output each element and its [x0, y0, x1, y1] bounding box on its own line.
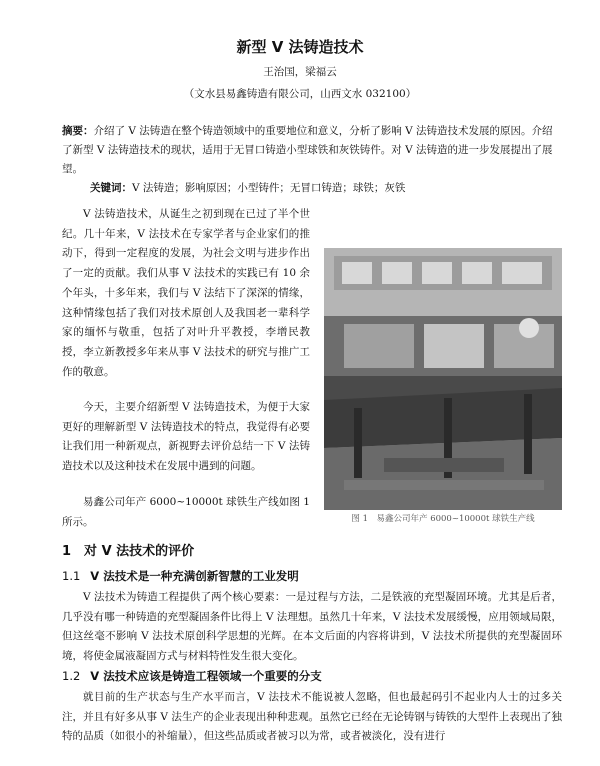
abstract: [62, 122, 562, 179]
figure-caption: 图 1 易鑫公司年产 6000~10000t 球铁生产线: [351, 514, 535, 524]
intro-paragraph-1: V 法铸造技术，从诞生之初到现在已过了半个世纪。几十年来，V 法技术在专家学者与企业家们的推动下，得到一定程度的发展，为社会文明与进步作出了一定的贡献。我们从事 V 法技术的实践已有 10 余个年头，十多年来，我们与 V 法结下了深深的情缘，这种情缘包括了我们对技术原创人及我国老一辈科学家的缅怀与敬重，包括了对叶升平教授，李增民教授，李立新教授多年来从事 V 法技术的研究与推广工作的敬意。: [62, 208, 310, 378]
section-1-1-title: V 法技术是一种充满创新智慧的工业发明: [90, 569, 299, 583]
page-title: 新型 V 法铸造技术: [236, 38, 364, 56]
abstract-text: 介绍了 V 法铸造在整个铸造领域中的重要地位和意义，分析了影响 V 法铸造技术发展的原因。介绍了新型 V 法铸造技术的现状，适用于无冒口铸造小型球铁和灰铁铸件。对 V 法铸造的进一步发展提出了展望。: [62, 125, 553, 175]
figure-production-line: [324, 248, 562, 510]
section-1-heading: 1 对 V 法技术的评价: [62, 544, 195, 559]
section-1-2-text: 就目前的生产状态与生产水平而言，V 法技术不能说被人忽略，但也最起码引不起业内人士的过多关注，并且有好多从事 V 法生产的企业表现出种种悲观。虽然它已经在无论铸钢与铸铁的大型件上表现出了独特的品质（如很小的补缩量），但这些品质或者被习以为常，或者被淡化，没有进行: [62, 691, 562, 743]
abstract-label: 摘要：: [62, 125, 94, 137]
affiliation: （文水县易鑫铸造有限公司，山西文水 032100）: [183, 88, 417, 100]
section-1-1-heading: [62, 568, 299, 584]
keywords-label: 关键词：: [90, 182, 132, 194]
intro-paragraph-2: 今天，主要介绍新型 V 法铸造技术，为便于大家更好的理解新型 V 法铸造技术的特点，我觉得有必要让我们用一种新观点，新视野去评价总结一下 V 法铸造技术以及这种技术在发展中遇到的问题。: [62, 401, 310, 473]
section-1-2-heading: [62, 668, 322, 684]
section-1-1-text: V 法技术为铸造工程提供了两个核心要素：一是过程与方法，二是铁液的充型凝固环境。尤其是后者，几乎没有哪一种铸造的充型凝固条件比得上 V 法理想。虽然几十年来，V 法技术发展缓慢，应用领域局限，但这丝毫不影响 V 法技术原创科学思想的光辉。在本文后面的内容将讲到，V 法技术所提供的充型凝固环境，将使金属液凝固方式与材料特性发生很大变化。: [62, 591, 562, 663]
intro-paragraph-3: 易鑫公司年产 6000~10000t 球铁生产线如图 1 所示。: [62, 496, 310, 528]
section-1-2-number: 1.2: [62, 669, 81, 683]
section-1-2-title: V 法技术应该是铸造工程领域一个重要的分支: [90, 669, 322, 683]
authors: 王治国，梁福云: [263, 66, 337, 78]
section-1-1-number: 1.1: [62, 569, 81, 583]
production-line-photo: [324, 248, 562, 510]
keywords-text: V 法铸造；影响原因；小型铸件；无冒口铸造；球铁；灰铁: [132, 182, 406, 194]
keywords: [90, 180, 560, 196]
